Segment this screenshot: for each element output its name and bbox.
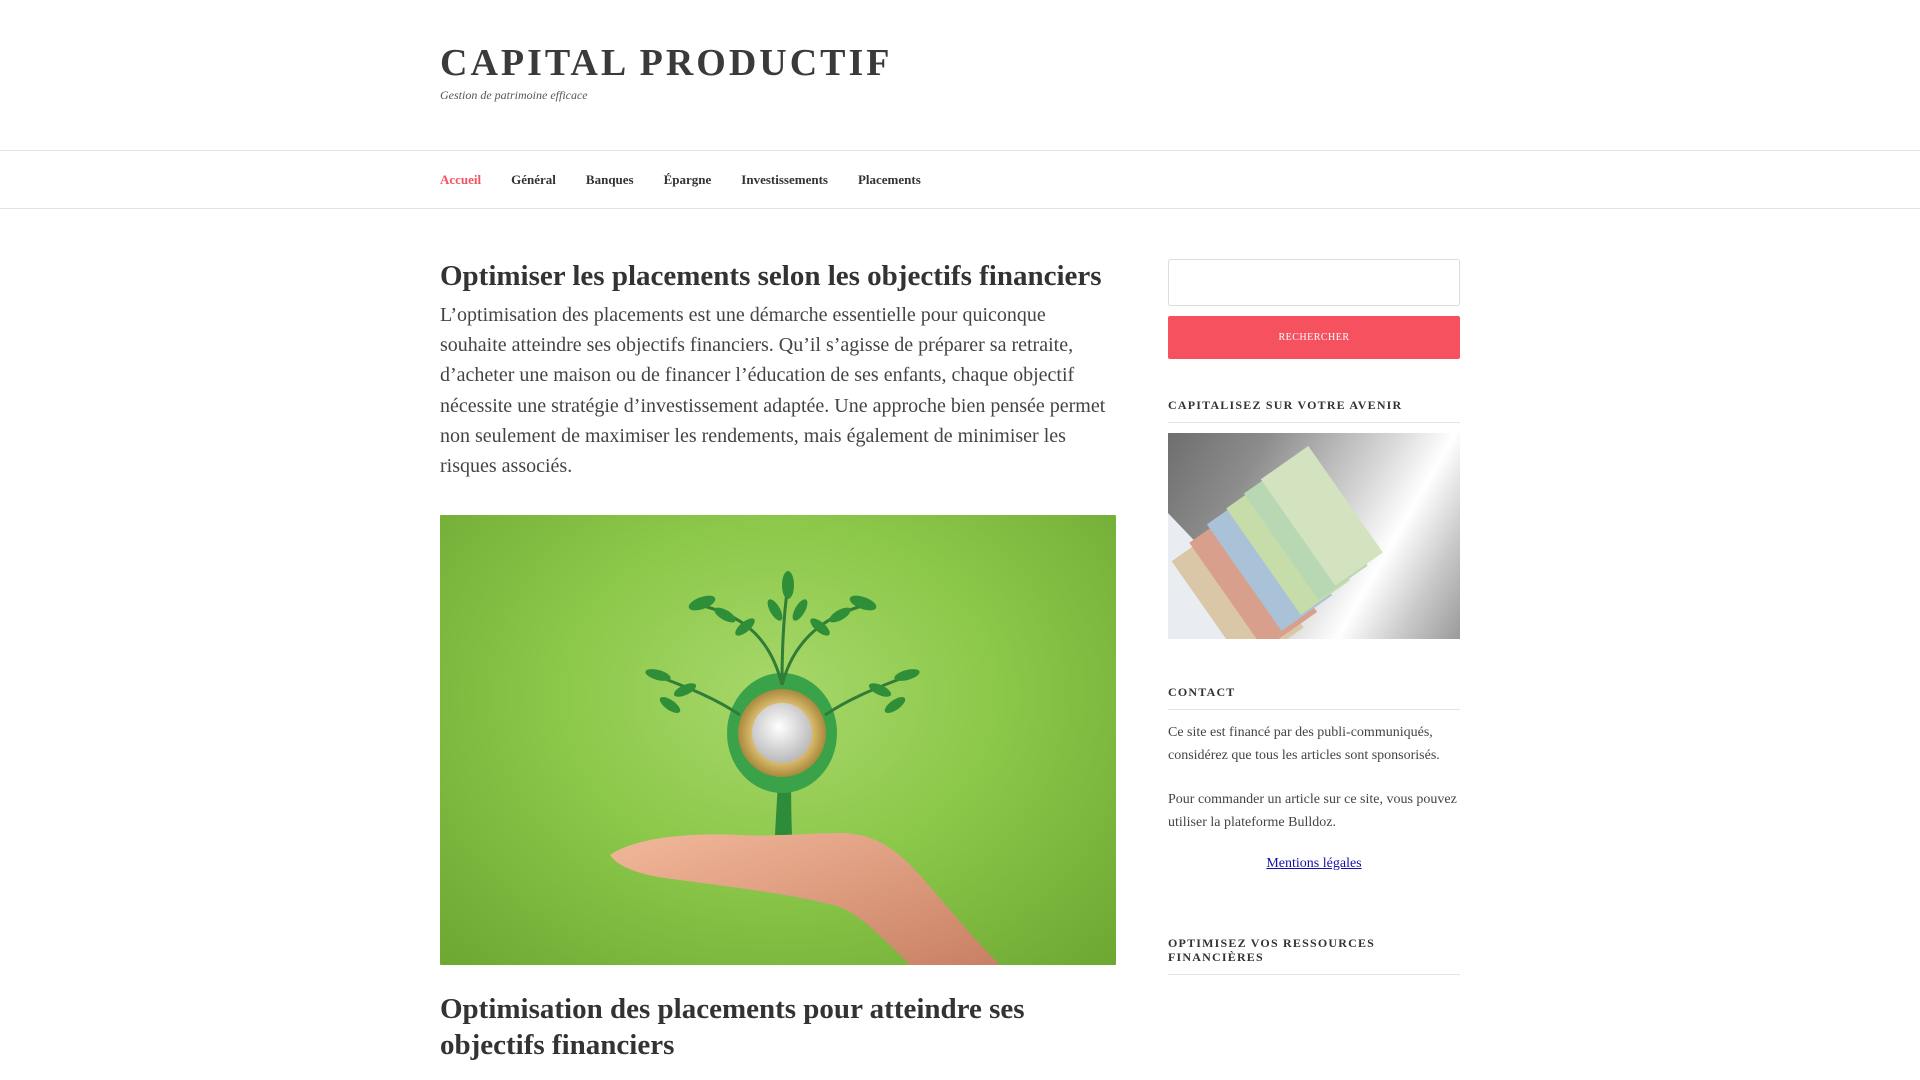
article-hero-image	[440, 515, 1116, 965]
site-title[interactable]: CAPITAL PRODUCTIF	[440, 42, 893, 84]
site-description: Gestion de patrimoine efficace	[440, 88, 588, 102]
sidebar	[1168, 259, 1460, 975]
article-section-title: Optimisation des placements pour atteindre ses objectifs financiers	[440, 993, 1025, 1062]
hand-icon	[610, 833, 1000, 965]
site-header	[0, 0, 1920, 150]
widget-title-contact: CONTACT	[1168, 685, 1460, 710]
contact-paragraph-sponsoring: Ce site est financé par des publi-communiqués, considérez que tous les articles sont sponsorisés.	[1168, 725, 1440, 763]
nav-item-placements[interactable]: Placements	[857, 171, 921, 187]
widget-title-avenir: CAPITALISEZ SUR VOTRE AVENIR	[1168, 398, 1460, 423]
article-title: Optimiser les placements selon les objectifs financiers	[440, 260, 1102, 292]
nav-item-banques[interactable]: Banques	[585, 171, 634, 187]
search-button[interactable]: RECHERCHER	[1168, 316, 1460, 359]
euro-banknotes-image	[1168, 433, 1460, 639]
nav-item-investissements[interactable]: Investissements	[741, 171, 828, 187]
article-intro: L’optimisation des placements est une démarche essentielle pour quiconque souhaite atteindre ses objectifs financiers. Qu’il s’agisse de préparer sa retraite, d’acheter une maison ou de financer l’éducation de ses enfants, chaque objectif nécessite une stratégie d’investissement adaptée. Une approche bien pensée permet non seulement de maximiser les rendements, mais également de minimiser les risques associés.	[440, 304, 1106, 478]
main-navigation	[0, 150, 1920, 209]
contact-paragraph-order: Pour commander un article sur ce site, vous pouvez utiliser la plateforme Bulldoz.	[1168, 792, 1457, 830]
widget-title-ressources: OPTIMISEZ VOS RESSOURCES FINANCIÈRES	[1168, 936, 1460, 975]
nav-item-epargne[interactable]: Épargne	[663, 171, 712, 187]
main-content	[440, 258, 1116, 1063]
search-input[interactable]	[1168, 259, 1460, 306]
contact-text	[1168, 722, 1460, 834]
nav-item-general[interactable]: Général	[511, 171, 556, 187]
nav-item-accueil[interactable]: Accueil	[440, 171, 482, 187]
banknotes-illustration	[1168, 433, 1460, 639]
hand-coin-tree-illustration	[440, 515, 1116, 965]
legal-notice-link[interactable]: Mentions légales	[1266, 856, 1362, 871]
